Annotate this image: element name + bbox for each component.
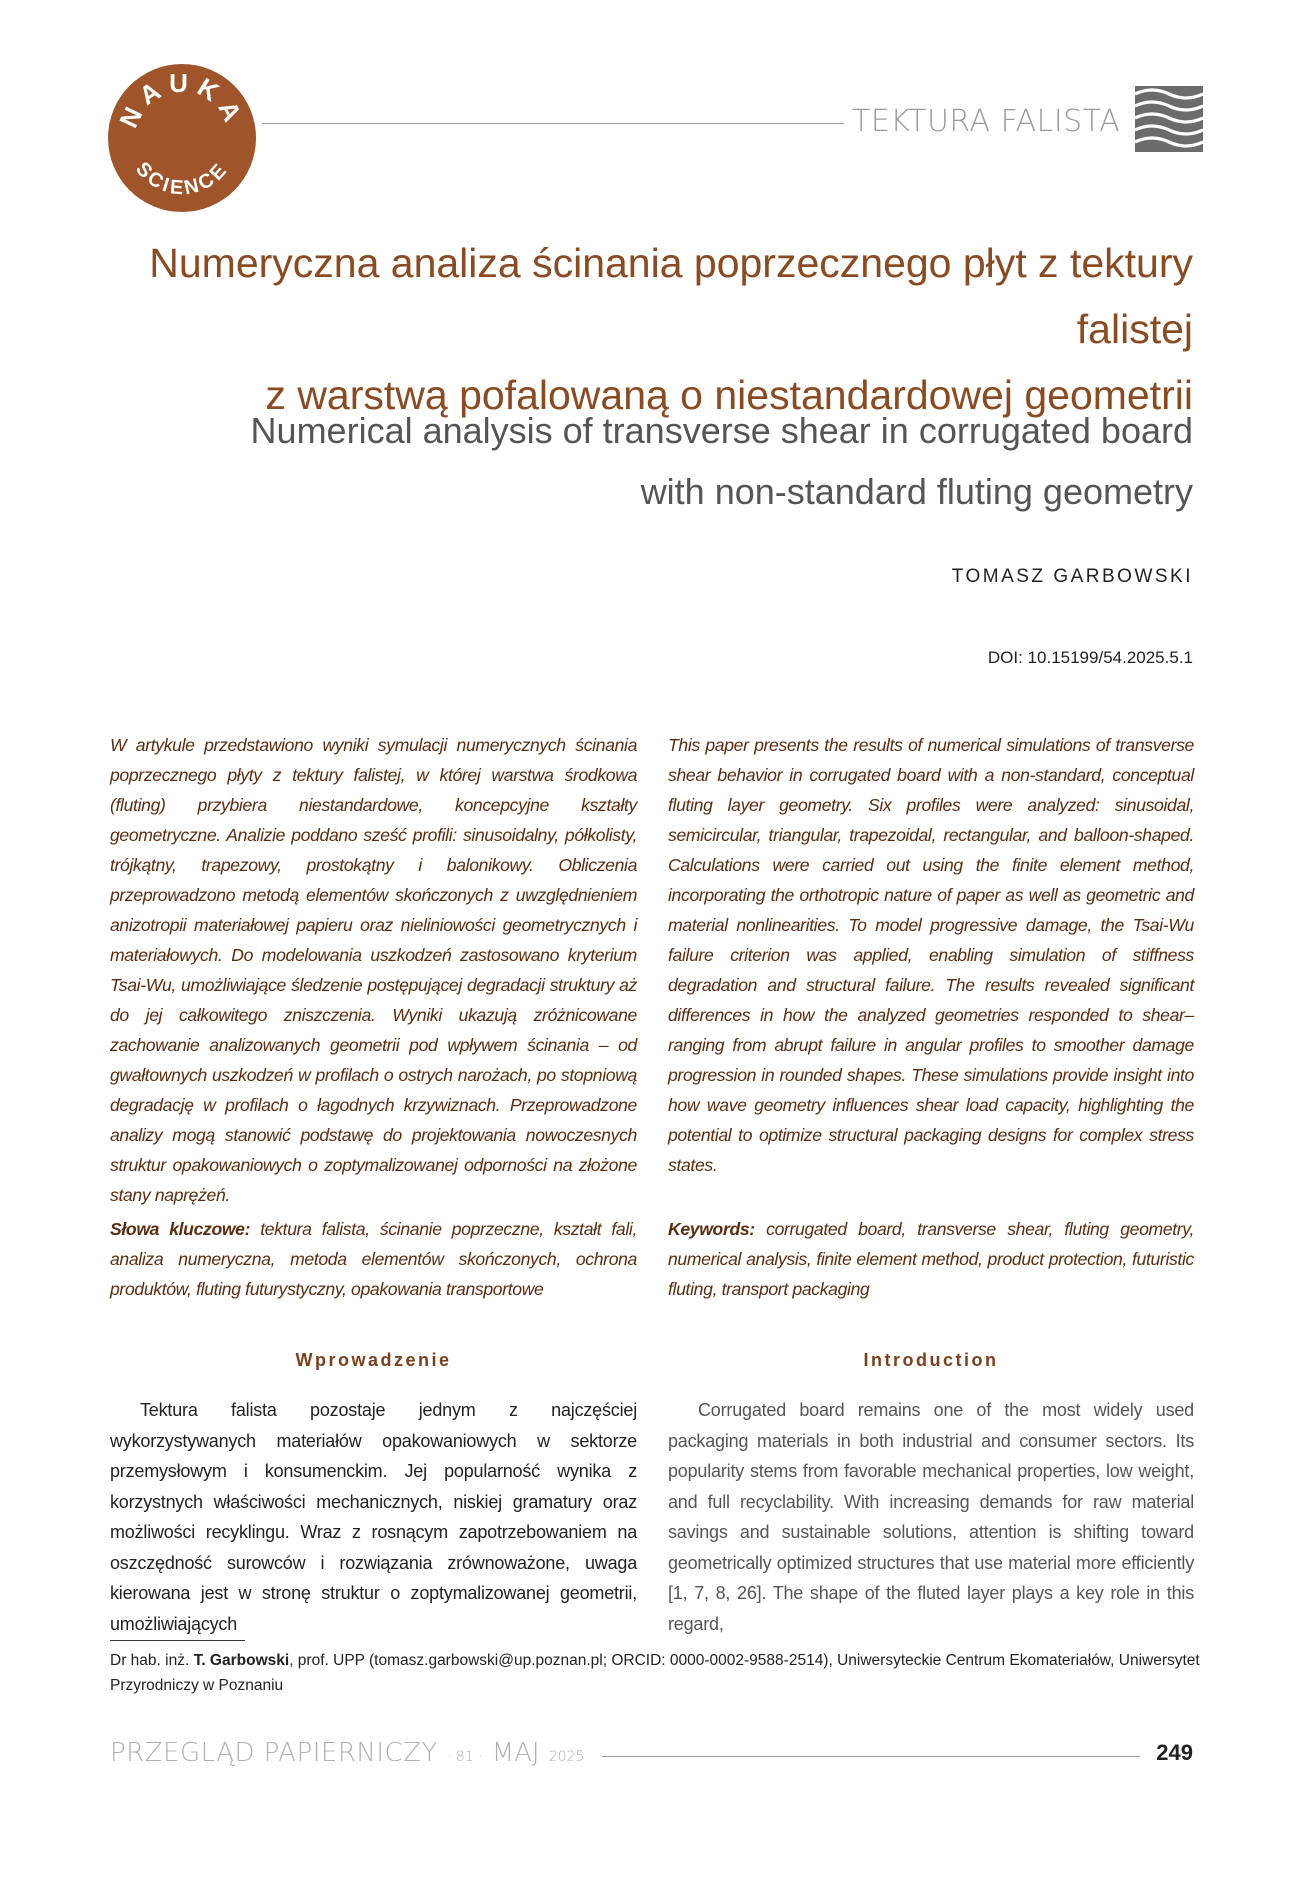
header-divider [262, 123, 844, 124]
doi: DOI: 10.15199/54.2025.5.1 [987, 648, 1193, 667]
nauka-science-badge [108, 64, 256, 212]
keywords-en-label: Keywords: [668, 1219, 755, 1239]
corrugated-wave-icon [1135, 86, 1203, 152]
author-name: TOMASZ GARBOWSKI [951, 566, 1193, 587]
journal-volume: · 81 · [446, 1749, 483, 1765]
section-heading-introduction: Introduction [863, 1350, 999, 1370]
section-label: TEKTURA FALISTA [852, 104, 1121, 139]
footnote-prefix: Dr hab. inż. [110, 1652, 194, 1669]
footnote-author: T. Garbowski [193, 1652, 290, 1669]
abstract-polish [110, 730, 637, 1304]
abstract-pl-text: W artykule przedstawiono wyniki symulacji numerycznych ścinania poprzecznego płyty z tektury falistej, w której warstwa środkowa (fluting) przybiera niestandardowe, koncepcyjne kształty geometryczne. Analizie poddano sześć profili: sinusoidalny, półkolisty, trójkątny, trapezowy, prostokątny i balonikowy. Obliczenia przeprowadzono metodą elementów skończonych z uwzględnieniem anizotropii materiałowej papieru oraz nieliniowości geometrycznych i materiałowych. Do modelowania uszkodzeń zastosowano kryterium Tsai-Wu, umożliwiające śledzenie postępującej degradacji struktury aż do jej całkowitego zniszczenia. Wyniki ukazują zróżnicowane zachowanie analizowanych geometrii pod wpływem ścinania – od gwałtownych uszkodzeń w profilach o ostrych narożach, po stopniową degradację w profilach o łagodnych krzywiznach. Przeprowadzone analizy mogą stanowić podstawę do projektowania nowoczesnych struktur opakowaniowych o zoptymalizowanej odporności na złożone stany naprężeń. [110, 735, 637, 1205]
footer-divider [602, 1756, 1140, 1757]
article-title-polish [93, 230, 1193, 428]
journal-month: MAJ [491, 1738, 540, 1768]
title-pl-line-1: Numeryczna analiza ścinania poprzecznego płyt z tektury falistej [149, 240, 1193, 352]
abstract-english [668, 730, 1194, 1304]
article-title-english [93, 400, 1193, 522]
title-pl-line-2: z warstwą pofalowaną o niestandardowej geometrii [265, 372, 1193, 418]
author-footnote [110, 1648, 1200, 1698]
intro-en-paragraph: Corrugated board remains one of the most widely used packaging materials in both industrial and consumer sectors. Its popularity stems from favorable mechanical properties, low weight, and full recyclability. With increasing demands for raw material savings and sustainable solutions, attention is shifting toward geometrically optimized structures that use material more efficiently [1, 7, 8, 26]. The shape of the fluted layer plays a key role in this regard, [668, 1400, 1194, 1634]
intro-pl-paragraph: Tektura falista pozostaje jednym z najczęściej wykorzystywanych materiałów opakowaniowych w sektorze przemysłowym i konsumenckim. Jej popularność wynika z korzystnych właściwości mechanicznych, niskiej gramatury oraz możliwości recyklingu. Wraz z rosnącym zapotrzebowaniem na oszczędność surowców i rozwiązania zrównoważone, uwaga kierowana jest w stronę struktur o zoptymalizowanej geometrii, umożliwiających [110, 1400, 637, 1634]
keywords-en [668, 1214, 1194, 1304]
footnote-divider [110, 1640, 245, 1641]
journal-name: PRZEGLĄD PAPIERNICZY [110, 1738, 438, 1768]
title-en-line-2: with non-standard fluting geometry [640, 471, 1193, 512]
keywords-pl-list: tektura falista, ścinanie poprzeczne, kształt fali, analiza numeryczna, metoda elementów skończonych, ochrona produktów, fluting futurystyczny, opakowania transportowe [110, 1219, 637, 1299]
journal-year: 2025 [548, 1749, 585, 1765]
journal-footer [110, 1738, 588, 1768]
keywords-pl [110, 1214, 637, 1304]
footnote-affiliation: , prof. UPP (tomasz.garbowski@up.poznan.pl; ORCID: 0000-0002-9588-2514), Uniwersyteckie Centrum Ekomateriałów, Uniwersytet Przyrodniczy w Poznaniu [110, 1652, 1200, 1694]
title-en-line-1: Numerical analysis of transverse shear in corrugated board [250, 410, 1193, 451]
abstract-en-text: This paper presents the results of numerical simulations of transverse shear behavior in corrugated board with a non-standard, conceptual fluting layer geometry. Six profiles were analyzed: sinusoidal, semicircular, triangular, trapezoidal, rectangular, and balloon-shaped. Calculations were carried out using the finite element method, incorporating the orthotropic nature of paper as well as geometric and material nonlinearities. To model progressive damage, the Tsai-Wu failure criterion was applied, enabling simulation of stiffness degradation and structural failure. The results revealed significant differences in how the analyzed geometries responded to shear–ranging from abrupt failure in angular profiles to smoother damage progression in rounded shapes. These simulations provide insight into how wave geometry influences shear load capacity, highlighting the potential to optimize structural packaging designs for complex stress states. [668, 735, 1194, 1175]
badge-top-text: NAUKA [113, 68, 251, 133]
section-heading-wprowadzenie: Wprowadzenie [295, 1350, 452, 1370]
badge-bottom-text: SCIENCE [131, 158, 233, 200]
page-number: 249 [1156, 1740, 1193, 1765]
keywords-pl-label: Słowa kluczowe: [110, 1219, 251, 1239]
keywords-en-list: corrugated board, transverse shear, fluting geometry, numerical analysis, finite element method, product protection, futuristic fluting, transport packaging [668, 1219, 1194, 1299]
